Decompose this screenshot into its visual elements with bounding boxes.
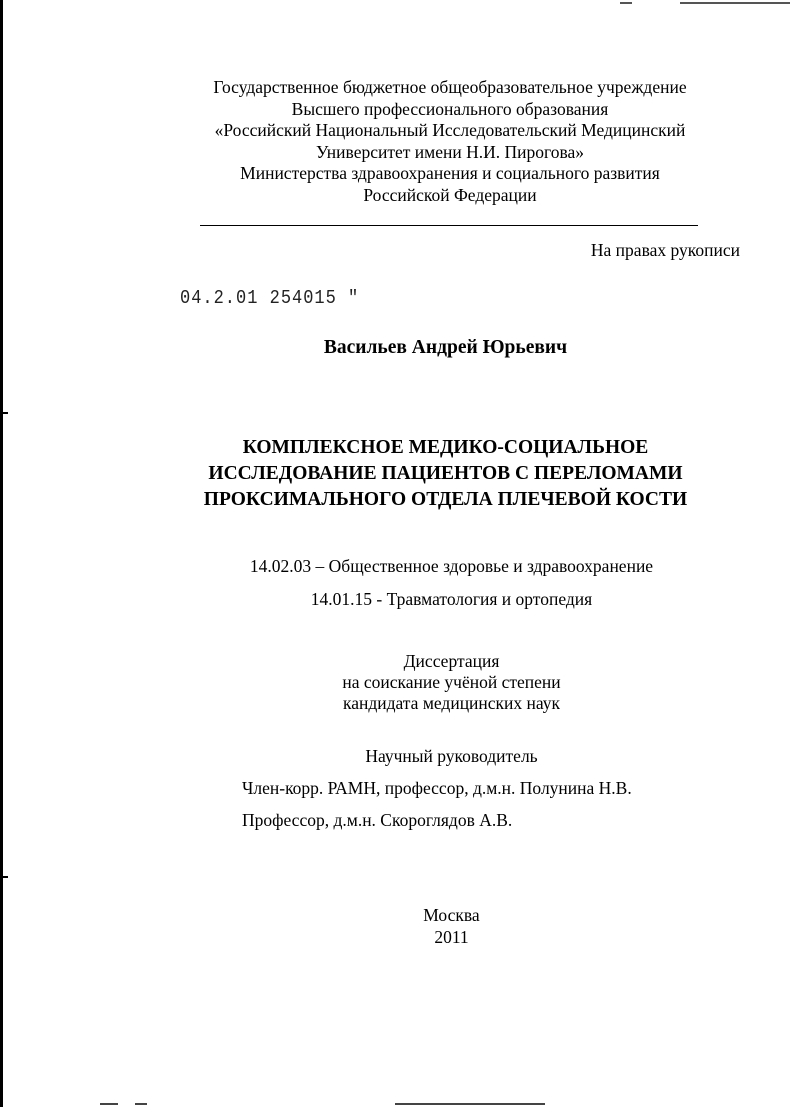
scan-left-edge [0,0,3,1107]
city: Москва [423,905,480,925]
dissertation-title [48,435,795,513]
supervisor-1: Член-корр. РАМН, профессор, д.м.н. Полунина Н.В. [242,778,632,798]
place-and-year [54,904,795,948]
supervisor-2: Профессор, д.м.н. Скороглядов А.В. [242,810,513,830]
institution-line: Российской Федерации [363,184,537,205]
specialty-code-2: 14.01.15 - Травматология и ортопедия [310,589,593,609]
scan-top-mark [680,2,790,4]
title-line: ИССЛЕДОВАНИЕ ПАЦИЕНТОВ С ПЕРЕЛОМАМИ [208,463,683,484]
scan-top-mark [620,2,632,4]
institution-line: Университет имени Н.И. Пирогова» [315,141,585,162]
scan-edge-mark [3,876,8,878]
title-line: ПРОКСИМАЛЬНОГО ОТДЕЛА ПЛЕЧЕВОЙ КОСТИ [203,489,688,510]
scan-bottom-mark [135,1103,147,1105]
year: 2011 [434,927,469,947]
degree-line: кандидата медицинских наук [342,693,561,713]
institution-line: Министерства здравоохранения и социального развития [240,163,660,184]
scan-edge-mark [3,412,8,414]
registration-stamp: 04.2.01 254015 " [180,288,360,310]
scan-bottom-mark [395,1103,545,1105]
supervisor-heading: Научный руководитель [365,746,538,766]
author-name: Васильев Андрей Юрьевич [323,337,568,358]
scan-bottom-mark [100,1103,118,1105]
title-line: КОМПЛЕКСНОЕ МЕДИКО-СОЦИАЛЬНОЕ [242,437,649,458]
institution-line: Государственное бюджетное общеобразовательное учреждение [213,77,687,97]
institution-header [100,77,795,207]
specialty-code-1: 14.02.03 – Общественное здоровье и здравоохранение [249,556,654,576]
manuscript-note: На правах рукописи [590,240,740,260]
institution-line: Высшего профессионального образования [291,98,609,119]
degree-statement [54,651,795,714]
header-divider [200,225,698,226]
degree-line: Диссертация [403,651,500,671]
institution-line: «Российский Национальный Исследовательский Медицинский [214,120,686,141]
degree-line: на соискание учёной степени [342,672,561,692]
